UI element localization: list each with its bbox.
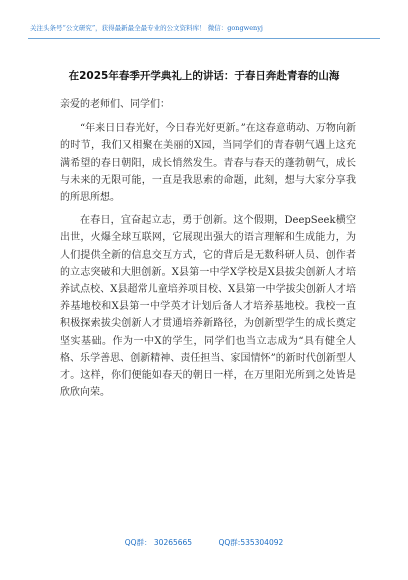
page-header: 关注头条号“公文研究”，获得最新最全最专业的公文资料库！ 微信：gongwenyj [30, 24, 263, 32]
paragraph-1: “年来日日春光好，今日春光好更新。”在这春意萌动、万物向新的时节，我们又相聚在美丽的X园，当同学们的青春朝气遇上这充满希望的春日朝阳，成长悄然发生。青春与春天的蓬勃朝气，成长与未来的无限可能，一直是我思索的命题，此刻，想与大家分享我的所思所想。 [60, 123, 356, 204]
document-body [60, 96, 356, 407]
document-title: 在2025年春季开学典礼上的讲话：于春日奔赴青春的山海 [68, 70, 340, 82]
footer-qq-group-2: QQ群:535304092 [218, 538, 284, 547]
salutation: 亲爱的老师们、同学们： [60, 99, 170, 110]
footer-qq-group-1: QQ群： 30265665 [124, 538, 193, 547]
paragraph-2: 在春日，宜奋起立志，勇于创新。这个假期，DeepSeek横空出世，火爆全球互联网，它展现出强大的语言理解和生成能力，为人们提供全新的信息交互方式，它的背后是无数科研人员、创作者的立志突破和大胆创新。X县第一中学X学校是X县拔尖创新人才培养试点校、X县超常儿童培养项目校、X县第一中学拔尖创新人才培养基地校和X县第一中学英才计划后备人才培养基地校。我校一直积极探索拔尖创新人才贯通培养新路径，为创新型学生的成长奠定坚实基础。作为一中X的学生，同学们也当立志成为“具有健全人格、乐学善思、创新精神、责任担当、家国情怀”的新时代创新型人才。这样，你们便能如春天的朝日一样，在万里阳光所到之处皆是欣欣向荣。 [60, 215, 356, 399]
header-divider [28, 38, 380, 39]
page-footer [0, 537, 408, 548]
